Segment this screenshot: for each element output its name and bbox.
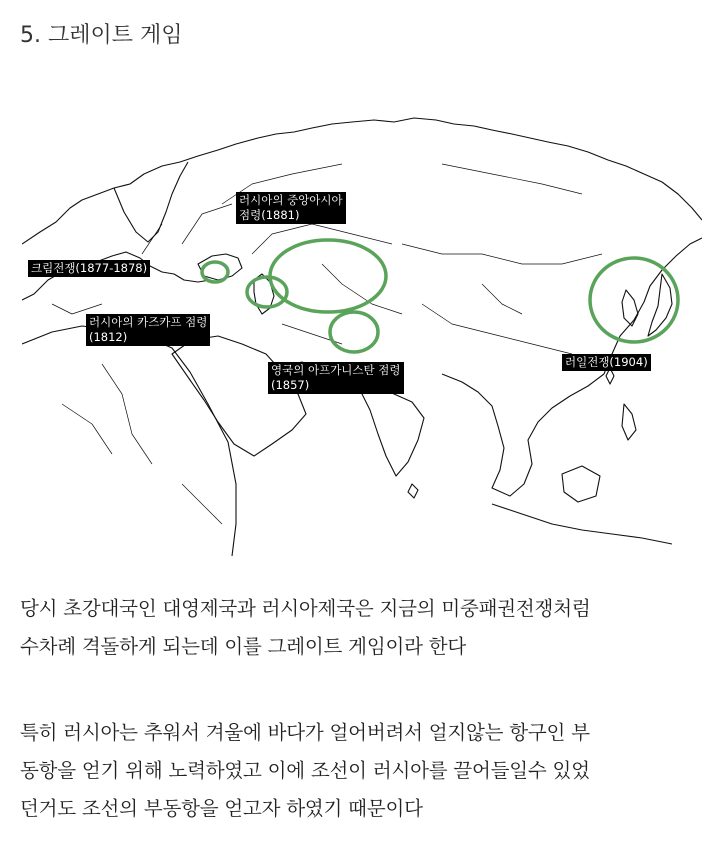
paragraph-1	[20, 590, 710, 666]
label-russo-japanese: 러일전쟁(1904)	[562, 354, 651, 371]
arctic-coastline	[22, 118, 702, 244]
label-crimean-war: 크림전쟁(1877-1878)	[28, 260, 150, 277]
paragraph-1-line-2: 수차례 격돌하게 되는데 이를 그레이트 게임이라 한다	[20, 635, 467, 658]
africa-outline	[22, 326, 236, 556]
paragraph-1-line-1: 당시 초강대국인 대영제국과 러시아제국은 지금의 미중패권전쟁처럼	[20, 597, 591, 620]
afghan-circle	[330, 312, 378, 352]
scandinavia-outline	[114, 162, 188, 242]
philippines-outline	[622, 404, 636, 440]
paragraph-2-line-3: 던거도 조선의 부동항을 얻고자 하였기 때문이다	[20, 797, 423, 820]
central-asia-circle	[270, 240, 386, 312]
caucasus-circle	[247, 277, 287, 307]
india-outline	[360, 380, 424, 476]
label-central-asia: 러시아의 중앙아시아 점령(1881)	[236, 192, 346, 224]
paragraph-2-line-1: 특히 러시아는 추워서 겨울에 바다가 얼어버려서 얼지않는 항구인 부	[20, 721, 590, 744]
borneo-outline	[562, 466, 600, 502]
se-asia-outline	[442, 374, 604, 496]
label-afghanistan: 영국의 아프가니스탄 점령 (1857)	[268, 362, 404, 394]
section-heading: 5. 그레이트 게임	[20, 23, 183, 48]
korea-outline	[622, 290, 638, 326]
sri-lanka-outline	[408, 484, 418, 498]
arabia-outline	[172, 336, 306, 456]
eurasia-map	[22, 104, 702, 556]
indonesia-outline	[492, 504, 672, 544]
label-caucasus: 러시아의 카즈카프 점령 (1812)	[86, 314, 210, 346]
paragraph-2	[20, 714, 710, 828]
paragraph-2-line-2: 동항을 얻기 위해 노력하였고 이에 조선이 러시아를 끌어들일수 있었	[20, 759, 590, 782]
